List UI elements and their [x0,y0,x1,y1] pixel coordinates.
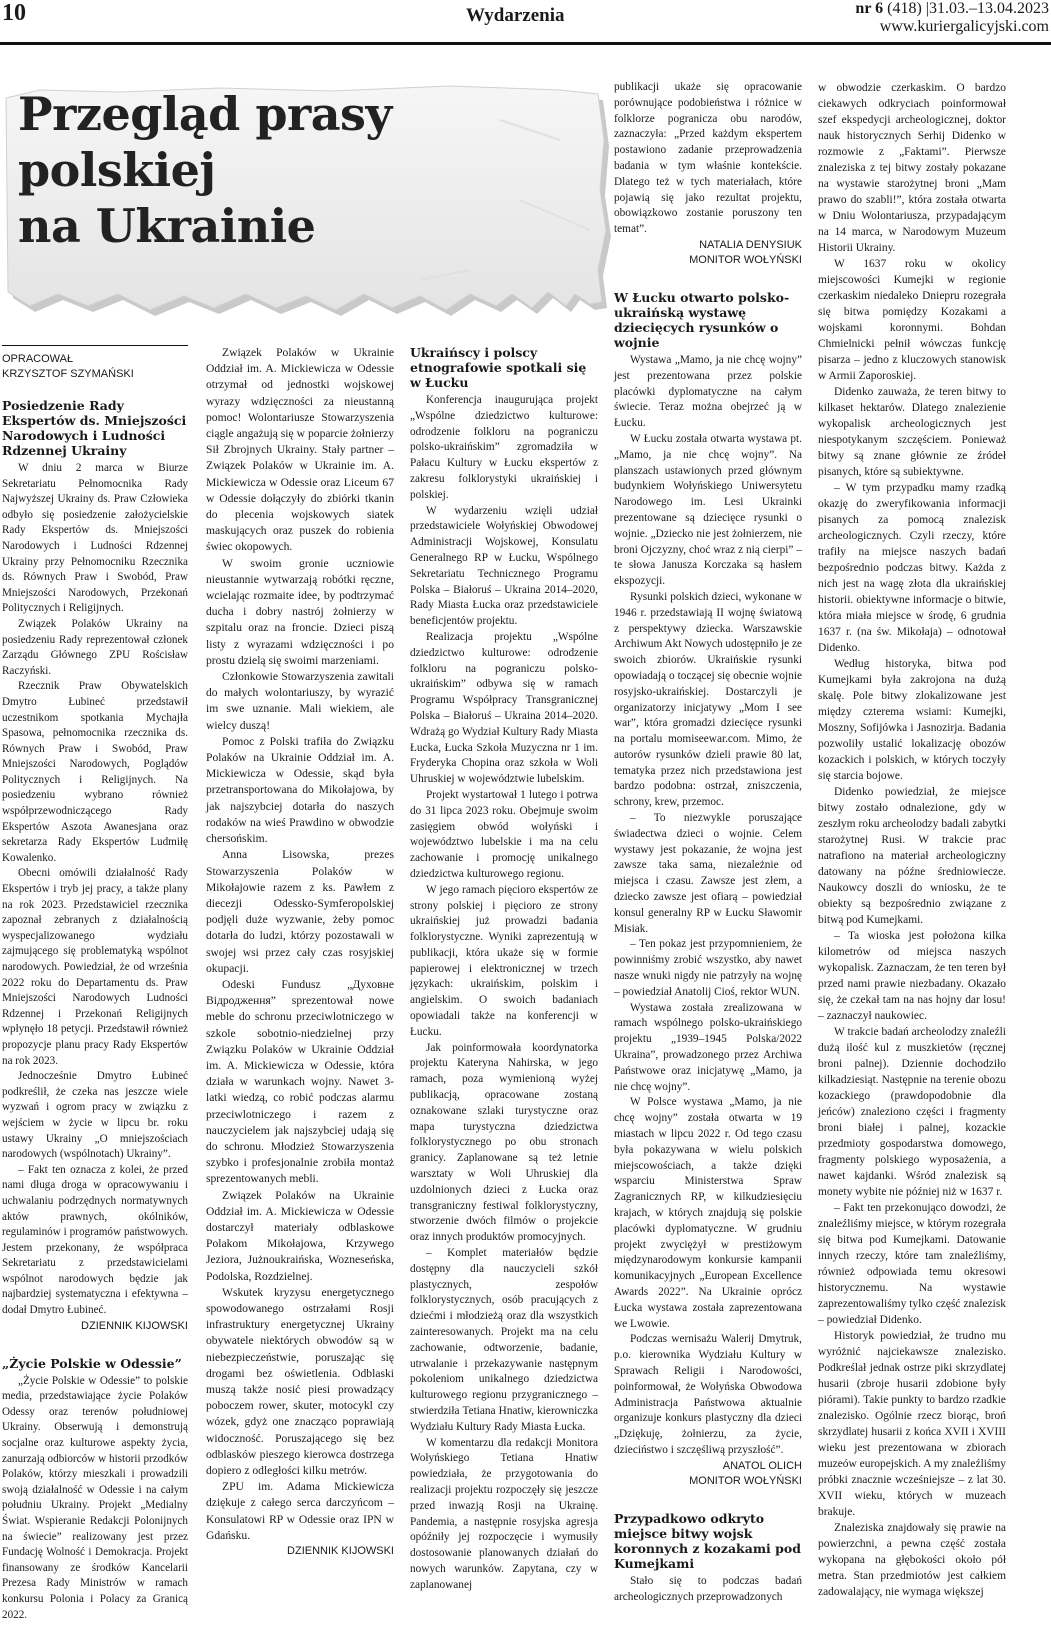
column-3 [410,345,598,1594]
paragraph: Obecni omówili działalność Rady Ekspertów i tryb jej pracy, a także plany na rok 2023. Przedstawiciel rzecznika zapoznał zebranych z działalnością wyspecjalizowanego wydziału zajmującego się problematyką wspólnot narodowych. Powiedział, że od września 2022 roku do Departamentu ds. Praw Mniejszości Narodowych Ludności Rdzennej i Przekonań Religijnych wpłynęło 18 petycji. Przedstawił również propozycje planu pracy Rady Ekspertów na rok 2023. [2,867,188,1067]
byline-rule [2,345,188,346]
paragraph: publikacji ukaże się opracowanie porównujące podobieństwa i różnice w folklorze pogranicza obu narodów, zaznaczyła: „Przed każdym ekspertem postawiono zadanie przeprowadzenia badania w tym właśnie kontekście. Dlatego też w tych materiałach, które pojawią się jako rezultat projektu, obowiązkowo zostanie poruszony ten temat”. [614,81,802,236]
website-link[interactable]: www.kuriergalicyjski.com [879,18,1049,35]
paragraph: Rzecznik Praw Obywatelskich Dmytro Łubineć przedstawił uczestnikom spotkania Mychajła Spasowa, pełnomocnika rzecznika ds. Równych Praw i Swobód, Praw Mniejszości Narodowych, Poglądów Politycznych i Religijnych. Na posiedzeniu wybrano również współprzewodniczącego Rady Ekspertów Aszota Awanesjana oraz sekretarza Rady Ekspertów Ludmiłę Kowalenko. [2,680,188,864]
paragraph: W komentarzu dla redakcji Monitora Wołyńskiego Tetiana Hnatiw powiedziała, że przygotowania do realizacji projektu rozpoczęły się jeszcze przed inwazją Rosji na Ukrainę. Pandemia, a następnie rosyjska agresja opóźniły jej rozpoczęcie i wymusiły dostosowanie planowanych działań do nowych warunków. Zapytana, czy w zaplanowanej [410,1436,598,1591]
byline-role: OPRACOWAŁ [2,353,74,365]
paragraph: Związek Polaków na Ukrainie Oddział im. A. Mickiewicza w Odessie dostarczył materiały odblaskowe Polakom Mikołajowa, Krzywego Jeziora, Jużnoukraińska, Wozneseńska, Podolska, Rozdzielnej. [206,1188,394,1283]
article-author: ANATOL OLICH [722,1459,802,1472]
article-heading-etnografowie: Ukraińscy i polscy etnografowie spotkali się w Łucku [410,345,587,390]
paragraph: W 1637 roku w okolicy miejscowości Kumejki w regionie czerkaskim niedaleko Dniepru rozegrała się bitwa pomiędzy Kozakami a wojskami koronnymi. Bohdan Chmielnicki pełnił wówczas funkcję pisarza – jedno z kluczowych stanowisk w Armii Zaporoskiej. [818,258,1006,382]
issue-number: nr 6 [855,0,884,17]
article-author: NATALIA DENYSIUK [699,238,802,251]
paragraph: Didenko powiedział, że miejsce bitwy zostało odnalezione, gdy w zeszłym roku archeolodzy badali zabytki starożytnej Rusi. W trakcie prac natrafiono na materiał archeologiczny datowany na późne średniowiecze. Naukowcy doszli do wniosku, że te obiekty są bezpośrednio związane z bitwą pod Kumejkami. [818,786,1006,926]
paragraph: Realizacja projektu „Wspólne dziedzictwo kulturowe: odrodzenie folkloru na pograniczu polsko-ukraińskim” odbywa się w ramach Programu Współpracy Transgranicznej Polska – Białoruś – Ukraina 2014–2020. Wdrażą go Wydział Kultury Rady Miasta Łucka, Łucka Szkoła Muzyczna nr 1 im. Fryderyka Chopina oraz szkoła w Woli Uhruskiej w województwie lubelskim. [410,630,598,786]
title-line-1: Przegląd prasy [18,87,392,141]
paragraph: W trakcie badań archeolodzy znaleźli dużą ilość kul z muszkietów (ręcznej broni palnej). Dziennie dochodziło kilkadziesiąt. Następnie na terenie obozu kozackiego (prawdopodobnie dla jeńców) znaleziono części i fragmenty broni białej i palnej, kozackie przedmioty gospodarstwa domowego, fragmenty polskiego wyposażenia, a nawet kajdanki. Wśród znalezisk są monety wybite nie później niż w 1637 r. [818,1026,1006,1198]
title-line-3: na Ukrainie [18,199,316,253]
paragraph: „Życie Polskie w Odessie” to polskie media, przedstawiające życie Polaków Odessy oraz terenów południowej Ukrainy. Obserwują i demonstrują socjalne oraz kulturowe aspekty życia, zanurzają odbiorców w historii przodków Polaków, którzy mieszkali i prowadzili swoją działalność w Odessie i na całym południu Ukrainy. Projekt „Medialny Świat. Wspieranie Redakcji Polonijnych na świecie” realizowany jest przez Fundację Wolność i Demokracja. Projekt finansowany ze środków Kancelarii Prezesa Rady Ministrów w ramach konkursu Polonia i Polacy za Granicą 2022. [2,1374,188,1621]
article-heading-zycie-polskie: „Życie Polskie w Odessie” [2,1355,182,1371]
article-source: MONITOR WOŁYŃSKI [689,1474,802,1487]
article-source: DZIENNIK KIJOWSKI [287,1545,394,1558]
column-1 [2,345,188,1623]
section-title: Wydarzenia [466,5,565,26]
column-4 [614,80,802,1605]
paragraph: W Łucku została otwarta wystawa pt. „Mamo, ja nie chcę wojny”. Na planszach ustawionych przed głównym budynkiem Wołyńskiego Uniwersytetu Narodowego im. Lesi Ukrainki prezentowane są dziecięce rysunki o wojnie. „Dziecko nie jest żołnierzem, nie broni Ojczyzny, choć wraz z nią cierpi” – te słowa Janusza Korczaka są hasłem ekspozycji. [614,432,802,588]
title-line-2: polskiej [18,143,216,197]
byline-author: KRZYSZTOF SZYMAŃSKI [2,368,134,380]
paragraph: – Ten pokaz jest przypomnieniem, że powinniśmy zrobić wszystko, aby nawet nasze wnuki nigdy nie patrzyły na wojnę – powiedział Anatolij Cioś, rektor WUN. [614,938,802,998]
paragraph: Jak poinformowała koordynatorka projektu Kateryna Nahirska, w jego ramach, poza wymienioną wyżej publikacją, opracowane zostaną oznakowane szlaki turystyczne oraz mapa turystyczna dziedzictwa folklorystycznego po obu stronach granicy. Zaplanowane są też letnie warsztaty w Woli Uhruskiej dla uzdolnionych dzieci z Łucka oraz transgraniczny festiwal folklorystyczny, stworzenie dwóch filmów o projekcie oraz innych produktów promocyjnych. [410,1041,598,1244]
paragraph: – Komplet materiałów będzie dostępny dla nauczycieli szkół plastycznych, zespołów folklorystycznych, osób pracujących z dziećmi i młodzieżą oraz dla wszystkich zainteresowanych. Projekt ma na celu zachowanie, odtworzenie, badanie, utrwalanie i przekazywanie następnym pokoleniom unikalnego dziedzictwa kulturowego regionu przygranicznego – stwierdziła Tetiana Hnatiw, kierowniczka Wydziału Kultury Rady Miasta Łucka. [410,1247,598,1433]
article-source: MONITOR WOŁYŃSKI [689,253,802,266]
paragraph: – Fakt ten oznacza z kolei, że przed nami długa droga w opracowywaniu i uchwalaniu podrzędnych normatywnych aktów prawnych, okólników, regulaminów i programów państwowych. Jestem przekonany, że współpraca Sekretariatu z przedstawicielami wspólnot narodowych będzie jak najbardziej systematyczna i efektywna – dodał Dmytro Łubineć. [2,1163,188,1317]
header-rule [0,42,1051,45]
paragraph: Wystawa „Mamo, ja nie chcę wojny” jest prezentowana przez polskie placówki dyplomatyczne na całym świecie. Teraz można obejrzeć ją w Łucku. [614,353,802,430]
paragraph: Znaleziska znajdowały się prawie na powierzchni, a pewna część została wykopana na głębokości około pół metra. Stan przedmiotów jest całkiem zadowalający, nie wymaga większej [818,1522,1006,1598]
paragraph: Podczas wernisażu Walerij Dmytruk, p.o. kierownika Wydziału Kultury w Sprawach Religii i Narodowości, poinformował, że Wołyńska Obwodowa Administracja Państwowa aktualnie organizuje konkurs plastyczny dla dzieci „Dziękuję, żołnierzu, za życie, dzieciństwo i szczęśliwą przyszłość”. [614,1333,802,1456]
paragraph: Projekt wystartował 1 lutego i potrwa do 31 lipca 2023 roku. Obejmuje swoim zasięgiem obwód wołyński i województwo lubelskie i ma na celu zachowanie i promocję unikalnego dziedzictwa kulturowego regionu. [410,788,598,880]
paragraph: – To niezwykle poruszające świadectwa dzieci o wojnie. Celem wystawy jest pokazanie, że wojna jest zawsze taka sama, niezależnie od miejsca i czasu. Zawsze jest złem, a dziecko zawsze jest ofiarą – powiedział konsul generalny RP w Łucku Sławomir Misiak. [614,812,802,935]
paragraph: W swoim gronie uczniowie nieustannie wytwarzają robótki ręczne, wcielając rozmaite idee, by podtrzymać ducha i dobry nastrój żołnierzy w szpitalu oraz na froncie. Dzieci piszą listy z wyrazami wdzięczności i po prostu dzielą się swoimi marzeniami. [206,556,394,667]
paragraph: Wystawa została zrealizowana w ramach wspólnego polsko-ukraińskiego projektu „1939–1945 Polska/2022 Ukraina”, prowadzonego przez Archiwa Państwowe oraz inicjatywę „Mamo, ja nie chcę wojny”. [614,1001,802,1093]
issue-dates: (418) |31.03.–13.04.2023 [883,0,1049,17]
paragraph: ZPU im. Adama Mickiewicza dziękuje z całego serca darczyńcom – Konsulatowi RP w Odessie oraz IPN w Gdańsku. [206,1480,394,1542]
column-5 [818,80,1006,1600]
paragraph: – Ta wioska jest położona kilka kilometrów od miejsca naszych wykopalisk. Zaznaczam, że ten teren był przed nami prawie niezbadany. Okazało się, że czekał tam na nas hojny dar losu! – zaznaczył naukowiec. [818,930,1006,1022]
paragraph: Konferencja inaugurująca projekt „Wspólne dziedzictwo kulturowe: odrodzenie folkloru na pograniczu polsko-ukraińskim” zgromadziła w Pałacu Kultury w Łucku ekspertów z zakresu folklorystyki ukraińskiej i polskiej. [410,394,598,501]
paragraph: W dniu 2 marca w Biurze Sekretariatu Pełnomocnika Rady Najwyższej Ukrainy ds. Praw Człowieka odbyło się posiedzenie założycielskie Rady Ekspertów ds. Mniejszości Narodowych i Ludności Rdzennej Ukrainy przy Pełnomocniku Rzecznika ds. Równych Praw i Swobód, Praw Mniejszości Narodowych, Przekonań Politycznych i Religijnych. [2,462,188,615]
page-header [0,0,1051,46]
paragraph: Członkowie Stowarzyszenia zawitali do małych wolontariuszy, by wyrazić im swe uznanie. Mali wiekiem, ale wielcy duszą! [206,670,394,732]
paragraph: Historyk powiedział, że trudno mu wyróżnić najciekawsze znalezisko. Podkreślał jednak ostrze piki skrzydlatej husarii (zbroje husarii zdobione były piórami). Takie punkty to bardzo rzadkie znalezisko. Ogólnie rzecz biorąc, broń skrzydlatej husarii z końca XVII i XVIII wieku jest prezentowana w zbiorach muzeów europejskich. A my znaleźliśmy próbki znacznie wcześniejsze – z lat 30. XVII wieku, których w muzeach brakuje. [818,1330,1006,1518]
paragraph: – W tym przypadku mamy rzadką okazję do zweryfikowania informacji pisanych za pomocą znalezisk archeologicznych. Czyli rzeczy, które trafiły na miejsce naszych badań bezpośrednio podczas bitwy. Każda z nich jest na wagę złota dla ukraińskiej historii. obiektywne informacje o bitwie, która miała miejsce w środę, 6 grudnia 1637 r. (na św. Mikołaja) – odnotował Didenko. [818,482,1006,654]
article-heading-rada-ekspertow: Posiedzenie Rady Ekspertów ds. Mniejszości Narodowych i Ludności Rdzennej Ukrainy [2,398,187,458]
article-heading-wystawa-lucku: W Łucku otwarto polsko-ukraińską wystawę dziecięcych rysunków o wojnie [614,289,790,350]
paragraph: Stało się to podczas badań archeologicznych przeprowadzonych [614,1574,802,1603]
paragraph: Wskutek kryzysu energetycznego spowodowanego ostrzałami Rosji infrastruktury energetycznej Ukrainy obywatele niektórych obwodów są w niebezpieczeństwie, poruszając się drogami bez oświetlenia. Odblaski muszą także nosić piesi prowadzący poboczem rower, skuter, motocykl czy wózek, gdyż one znacząco poprawiają widoczność. Poruszającego się bez odblasków pieszego kierowca dostrzega dopiero z odległości kilku metrów. [206,1285,394,1478]
paragraph: w obwodzie czerkaskim. O bardzo ciekawych odkryciach poinformował szef ekspedycji archeologicznej, doktor nauk historycznych Serhij Didenko w rozmowie z „Faktami”. Pierwsze znaleziska z tej bitwy zostały pokazane na wystawie starożytnej broni „Mam prawo do szabli!”, która została otwarta w Dniu Wolontariusza, przypadającym na 14 marca, w Narodowym Muzeum Historii Ukrainy. [818,82,1006,254]
issue-info [855,0,1049,18]
paragraph: Pomoc z Polski trafiła do Związku Polaków na Ukrainie Oddział im. A. Mickiewicza w Odessie, skąd była przetransportowana do Mikołajowa, by jak najszybciej dotarła do naszych rodaków na wieś Prawdino w obwodzie chersońskim. [206,734,394,846]
page-title [18,86,392,254]
paragraph: W wydarzeniu wzięli udział przedstawiciele Wołyńskiej Obwodowej Administracji Wojskowej, Konsulatu Generalnego RP w Łucku, Wspólnego Sekretariatu Technicznego Programu Polska – Białoruś – Ukraina 2014–2020, Rady Miasta Łucka oraz przedstawiciele beneficjentów projektu. [410,504,598,628]
paragraph: Didenko zauważa, że teren bitwy to kilkaset hektarów. Dlatego znalezienie wykopalisk archeologicznych jest niespotykanym szczęściem. Ponieważ bitwy są znane głównie ze źródeł pisanych, które są subiektywne. [818,386,1006,478]
paragraph: Jednocześnie Dmytro Łubineć podkreślił, że czeka nas jeszcze wiele wyzwań i ogrom pracy w związku z wejściem w życie w lipcu br. roku ustawy Ukrainy „O mniejszościach narodowych (wspólnotach) Ukrainy”. [2,1070,188,1161]
paragraph: Odeski Fundusz „Духовне Відродження” sprezentował nowe meble do schronu przeciwlotniczego w szkole sobotnio-niedzielnej przy Związku Polaków w Ukrainie Oddział im. A. Mickiewicza w Odessie, która działa w warunkach wojny. Nawet 3-latki wiedzą, co robić podczas alarmu przeciwlotniczego i razem z nauczycielem jak najszybciej udają się do schronu. Młodzież Stowarzyszenia szybko i profesjonalnie zrobiła montaż sprezentowanych mebli. [206,977,394,1186]
page-number: 10 [2,0,26,26]
paragraph: Według historyka, bitwa pod Kumejkami była zakrojona na dużą skalę. Pole bitwy zlokalizowane jest między czterema wsiami: Kumejki, Moszny, Sofijówka i Jasnozirja. Badania pozwoliły ustalić lokalizację obozów kozackich i polskich, w których toczyły się starcia bojowe. [818,658,1006,782]
paragraph: Związek Polaków Ukrainy na posiedzeniu Rady reprezentował członek Zarządu Głównego ZPU Rościsław Raczyński. [2,617,188,677]
paragraph: W Polsce wystawa „Mamo, ja nie chcę wojny” została otwarta w 19 miastach w lipcu 2022 r. Od tego czasu była pokazywana w wielu polskich miejscowościach, a także dzięki wsparciu Ministerstwa Spraw Zagranicznych RP, w kilkudziesięciu krajach, w których znajdują się polskie placówki dyplomatyczne. W grudniu projekt zwyciężył w prestiżowym międzynarodowym konkursie kampanii komunikacyjnych „European Excellence Awards 2022”. Na Ukrainie oprócz Łucka wystawa została zaprezentowana we Lwowie. [614,1096,802,1330]
paragraph: – Fakt ten przekonująco dowodzi, że znaleźliśmy miejsce, w którym rozegrała się bitwa pod Kumejkami. Datowanie innych rzeczy, które tam znaleźliśmy, również odpowiada temu okresowi historycznemu. Na wystawie zaprezentowaliśmy tylko część znalezisk – powiedział Didenko. [818,1202,1006,1326]
column-2 [206,345,394,1559]
article-heading-kumejki: Przypadkowo odkryto miejsce bitwy wojsk koronnych z kozakami pod Kumejkami [614,1510,801,1571]
paragraph: Anna Lisowska, prezes Stowarzyszenia Polaków w Mikołajowie razem z ks. Pawłem z diecezji Odessko-Symferopolskiej podjęli duże wyzwanie, żeby pomoc dotarła do ludzi, którzy pozostawali w swojej wsi przez cały czas rosyjskiej okupacji. [206,848,394,975]
paragraph: W jego ramach pięcioro ekspertów ze strony polskiej i pięcioro ze strony ukraińskiej już prowadzi badania folklorystyczne. Wyniki zaprezentują w publikacji, która ukaże się w formie papierowej i elektronicznej w trzech językach: ukraińskim, polskim i angielskim. O swoich badaniach opowiadali także na konferencji w Łucku. [410,883,598,1038]
paragraph: Rysunki polskich dzieci, wykonane w 1946 r. przedstawiają II wojnę światową z perspektywy dziecka. Warszawskie Archiwum Akt Nowych udostępniło je ze swoich zbiorów. Ukraińskie rysunki opowiadają o toczącej się obecnie wojnie rosyjsko-ukraińskiej. Dostarczyli je organizatorzy inicjatywy „Mom I see war”, która gromadzi dziecięce rysunki na portalu momiseewar.com. Mimo, że autorów rysunków dzieli prawie 80 lat, tematyka przez nich przedstawiona jest bardzo podobna: ostrzał, zniszczenia, schrony, krew, przemoc. [614,590,802,809]
paragraph: Związek Polaków w Ukrainie Oddział im. A. Mickiewicza w Odessie otrzymał od jednostki wojskowej wyrazy wdzięczności za nieustanną pomoc! Wolontariusze Stowarzyszenia ciągle angażują się w poparcie żołnierzy Sił Zbrojnych Ukrainy. Stały partner – Związek Polaków w Ukrainie im. A. Mickiewicza w Odessie oraz Liceum 67 w Odessie dołączyły do zbiórki tkanin do plecenia wojskowych siatek maskujących oraz puszek do robienia świec okopowych. [206,346,394,554]
article-source: DZIENNIK KIJOWSKI [81,1319,188,1332]
